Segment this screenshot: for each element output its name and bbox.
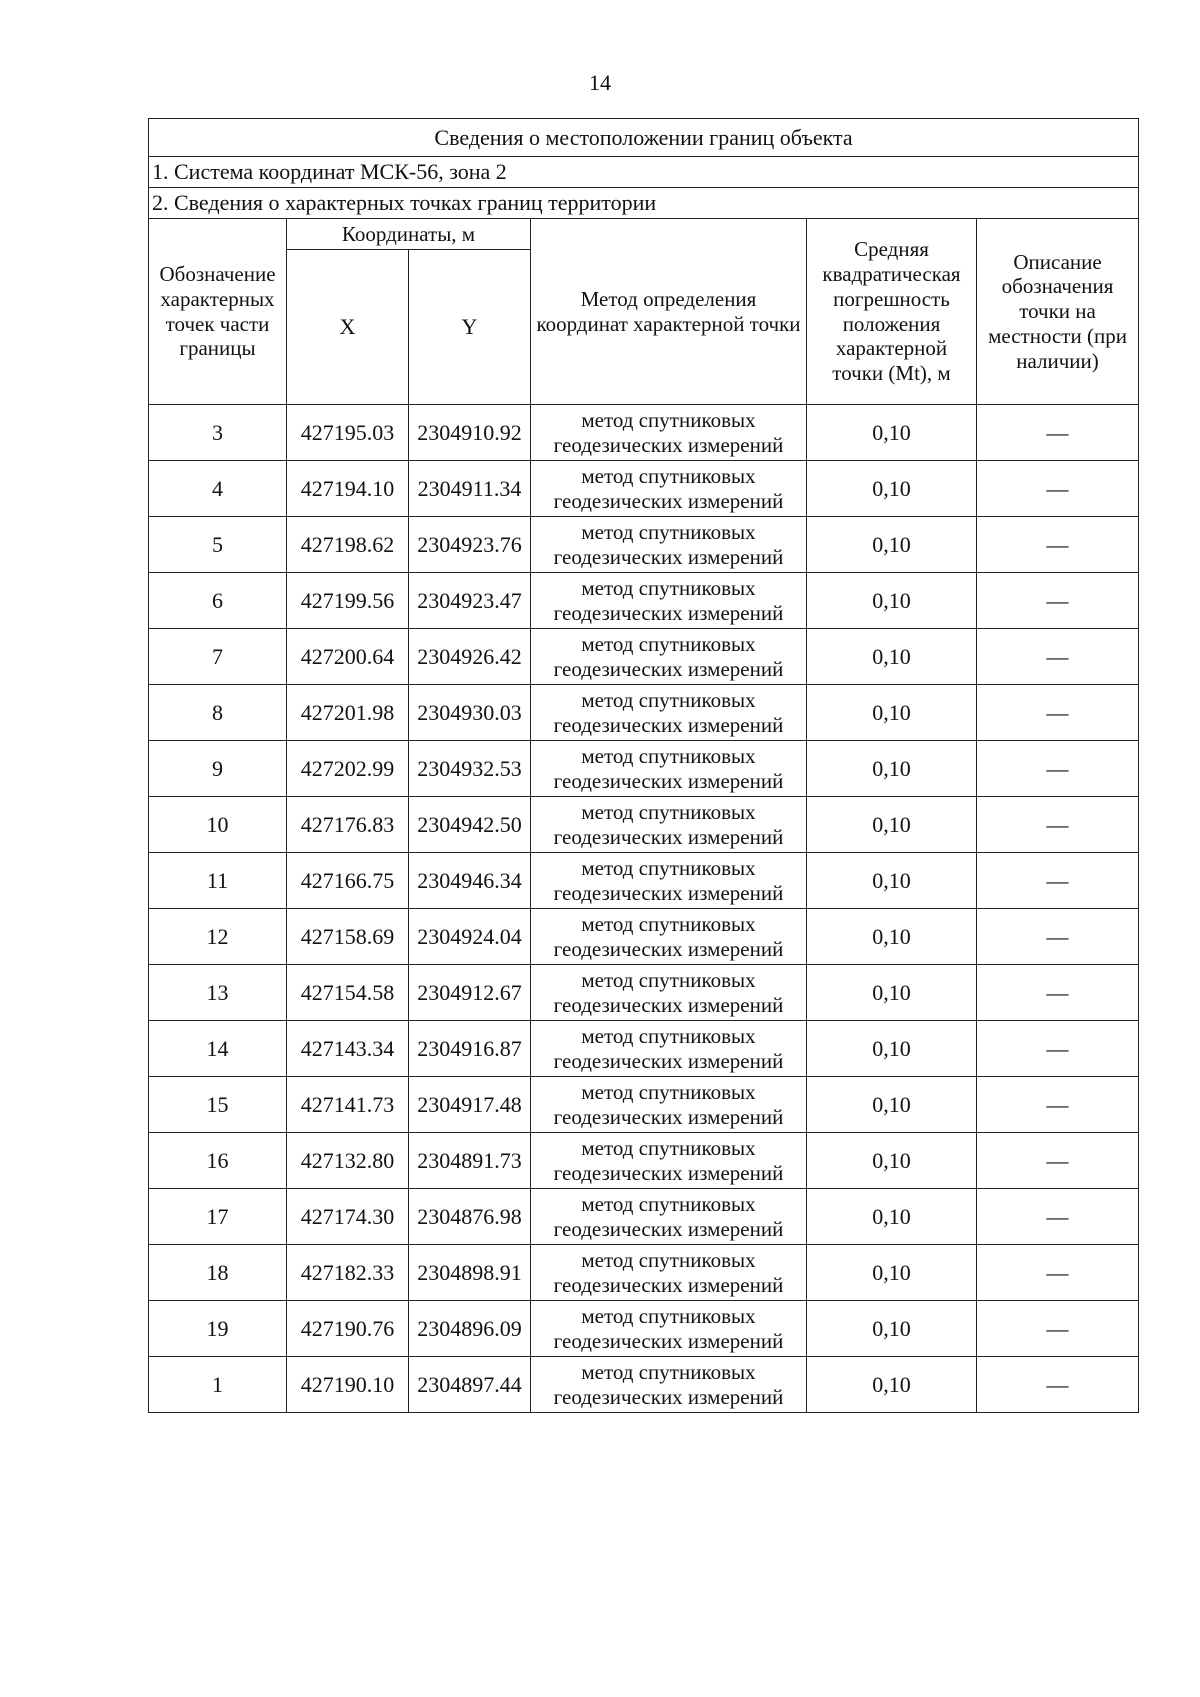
- cell-method: метод спутниковых геодезических измерений: [531, 1245, 807, 1301]
- header-y: Y: [409, 250, 531, 405]
- page-number: 14: [589, 70, 611, 95]
- cell-error: 0,10: [807, 517, 977, 573]
- cell-error: 0,10: [807, 1133, 977, 1189]
- cell-point: 3: [149, 405, 287, 461]
- cell-x: 427194.10: [287, 461, 409, 517]
- cell-y: 2304946.34: [409, 853, 531, 909]
- header-point: Обозначение характерных точек части границы: [149, 219, 287, 405]
- cell-x: 427154.58: [287, 965, 409, 1021]
- cell-x: 427190.76: [287, 1301, 409, 1357]
- header-description: Описание обозначения точки на местности (при наличии): [977, 219, 1139, 405]
- cell-description: —: [977, 629, 1139, 685]
- cell-description: —: [977, 1301, 1139, 1357]
- cell-point: 15: [149, 1077, 287, 1133]
- cell-method: метод спутниковых геодезических измерений: [531, 853, 807, 909]
- cell-x: 427158.69: [287, 909, 409, 965]
- cell-point: 8: [149, 685, 287, 741]
- cell-description: —: [977, 1189, 1139, 1245]
- boundary-points-table: [148, 118, 1139, 1413]
- cell-point: 10: [149, 797, 287, 853]
- table-row: [149, 1133, 1139, 1189]
- table-row: [149, 517, 1139, 573]
- cell-method: метод спутниковых геодезических измерений: [531, 1357, 807, 1413]
- section-title: 2. Сведения о характерных точках границ территории: [149, 188, 1139, 219]
- cell-y: 2304924.04: [409, 909, 531, 965]
- cell-y: 2304898.91: [409, 1245, 531, 1301]
- cell-x: 427195.03: [287, 405, 409, 461]
- cell-error: 0,10: [807, 853, 977, 909]
- cell-method: метод спутниковых геодезических измерений: [531, 461, 807, 517]
- table-row: [149, 629, 1139, 685]
- table-row: [149, 797, 1139, 853]
- cell-error: 0,10: [807, 909, 977, 965]
- header-error: Средняя квадратическая погрешность положения характерной точки (Mt), м: [807, 219, 977, 405]
- cell-x: 427132.80: [287, 1133, 409, 1189]
- cell-x: 427182.33: [287, 1245, 409, 1301]
- cell-point: 11: [149, 853, 287, 909]
- cell-y: 2304923.47: [409, 573, 531, 629]
- cell-description: —: [977, 461, 1139, 517]
- cell-method: метод спутниковых геодезических измерений: [531, 965, 807, 1021]
- cell-y: 2304942.50: [409, 797, 531, 853]
- cell-error: 0,10: [807, 741, 977, 797]
- table-row: [149, 853, 1139, 909]
- table-row: [149, 1245, 1139, 1301]
- header-x: X: [287, 250, 409, 405]
- cell-description: —: [977, 1077, 1139, 1133]
- cell-y: 2304930.03: [409, 685, 531, 741]
- table-row: [149, 685, 1139, 741]
- cell-point: 5: [149, 517, 287, 573]
- cell-error: 0,10: [807, 1021, 977, 1077]
- cell-method: метод спутниковых геодезических измерений: [531, 629, 807, 685]
- cell-description: —: [977, 685, 1139, 741]
- cell-method: метод спутниковых геодезических измерений: [531, 573, 807, 629]
- cell-point: 18: [149, 1245, 287, 1301]
- cell-x: 427190.10: [287, 1357, 409, 1413]
- table-row: [149, 1301, 1139, 1357]
- cell-point: 9: [149, 741, 287, 797]
- cell-method: метод спутниковых геодезических измерений: [531, 405, 807, 461]
- cell-x: 427201.98: [287, 685, 409, 741]
- cell-error: 0,10: [807, 405, 977, 461]
- cell-description: —: [977, 1245, 1139, 1301]
- cell-point: 6: [149, 573, 287, 629]
- cell-point: 14: [149, 1021, 287, 1077]
- cell-description: —: [977, 517, 1139, 573]
- cell-description: —: [977, 1021, 1139, 1077]
- cell-method: метод спутниковых геодезических измерений: [531, 1301, 807, 1357]
- cell-error: 0,10: [807, 573, 977, 629]
- cell-error: 0,10: [807, 1245, 977, 1301]
- cell-description: —: [977, 1357, 1139, 1413]
- cell-y: 2304896.09: [409, 1301, 531, 1357]
- cell-description: —: [977, 405, 1139, 461]
- cell-point: 12: [149, 909, 287, 965]
- cell-method: метод спутниковых геодезических измерений: [531, 685, 807, 741]
- cell-point: 16: [149, 1133, 287, 1189]
- cell-error: 0,10: [807, 1189, 977, 1245]
- cell-description: —: [977, 965, 1139, 1021]
- cell-description: —: [977, 1133, 1139, 1189]
- cell-point: 4: [149, 461, 287, 517]
- cell-method: метод спутниковых геодезических измерений: [531, 1077, 807, 1133]
- cell-y: 2304876.98: [409, 1189, 531, 1245]
- cell-error: 0,10: [807, 1301, 977, 1357]
- cell-y: 2304911.34: [409, 461, 531, 517]
- table-row: [149, 1189, 1139, 1245]
- cell-y: 2304916.87: [409, 1021, 531, 1077]
- cell-y: 2304912.67: [409, 965, 531, 1021]
- cell-x: 427141.73: [287, 1077, 409, 1133]
- cell-point: 13: [149, 965, 287, 1021]
- cell-x: 427166.75: [287, 853, 409, 909]
- table-row: [149, 909, 1139, 965]
- cell-description: —: [977, 853, 1139, 909]
- table-row: [149, 1357, 1139, 1413]
- cell-method: метод спутниковых геодезических измерений: [531, 1189, 807, 1245]
- cell-error: 0,10: [807, 797, 977, 853]
- cell-method: метод спутниковых геодезических измерений: [531, 1021, 807, 1077]
- cell-x: 427198.62: [287, 517, 409, 573]
- cell-method: метод спутниковых геодезических измерений: [531, 741, 807, 797]
- cell-error: 0,10: [807, 461, 977, 517]
- cell-error: 0,10: [807, 1357, 977, 1413]
- cell-point: 7: [149, 629, 287, 685]
- cell-y: 2304897.44: [409, 1357, 531, 1413]
- cell-point: 19: [149, 1301, 287, 1357]
- cell-error: 0,10: [807, 965, 977, 1021]
- cell-point: 1: [149, 1357, 287, 1413]
- cell-x: 427174.30: [287, 1189, 409, 1245]
- cell-y: 2304926.42: [409, 629, 531, 685]
- cell-method: метод спутниковых геодезических измерений: [531, 517, 807, 573]
- table-row: [149, 573, 1139, 629]
- cell-error: 0,10: [807, 629, 977, 685]
- cell-y: 2304891.73: [409, 1133, 531, 1189]
- header-coordinates: Координаты, м: [287, 219, 531, 250]
- cell-method: метод спутниковых геодезических измерений: [531, 797, 807, 853]
- header-method: Метод определения координат характерной точки: [531, 219, 807, 405]
- table-row: [149, 405, 1139, 461]
- cell-y: 2304910.92: [409, 405, 531, 461]
- cell-error: 0,10: [807, 685, 977, 741]
- table-row: [149, 741, 1139, 797]
- cell-description: —: [977, 797, 1139, 853]
- cell-y: 2304932.53: [409, 741, 531, 797]
- cell-error: 0,10: [807, 1077, 977, 1133]
- cell-x: 427200.64: [287, 629, 409, 685]
- cell-description: —: [977, 741, 1139, 797]
- cell-method: метод спутниковых геодезических измерений: [531, 909, 807, 965]
- cell-method: метод спутниковых геодезических измерений: [531, 1133, 807, 1189]
- table-row: [149, 461, 1139, 517]
- cell-y: 2304923.76: [409, 517, 531, 573]
- coordinate-system: 1. Система координат МСК-56, зона 2: [149, 157, 1139, 188]
- cell-description: —: [977, 909, 1139, 965]
- table-row: [149, 965, 1139, 1021]
- table-title: Сведения о местоположении границ объекта: [149, 119, 1139, 157]
- cell-description: —: [977, 573, 1139, 629]
- table-row: [149, 1077, 1139, 1133]
- table-row: [149, 1021, 1139, 1077]
- cell-x: 427176.83: [287, 797, 409, 853]
- cell-x: 427199.56: [287, 573, 409, 629]
- cell-x: 427143.34: [287, 1021, 409, 1077]
- cell-x: 427202.99: [287, 741, 409, 797]
- cell-point: 17: [149, 1189, 287, 1245]
- cell-y: 2304917.48: [409, 1077, 531, 1133]
